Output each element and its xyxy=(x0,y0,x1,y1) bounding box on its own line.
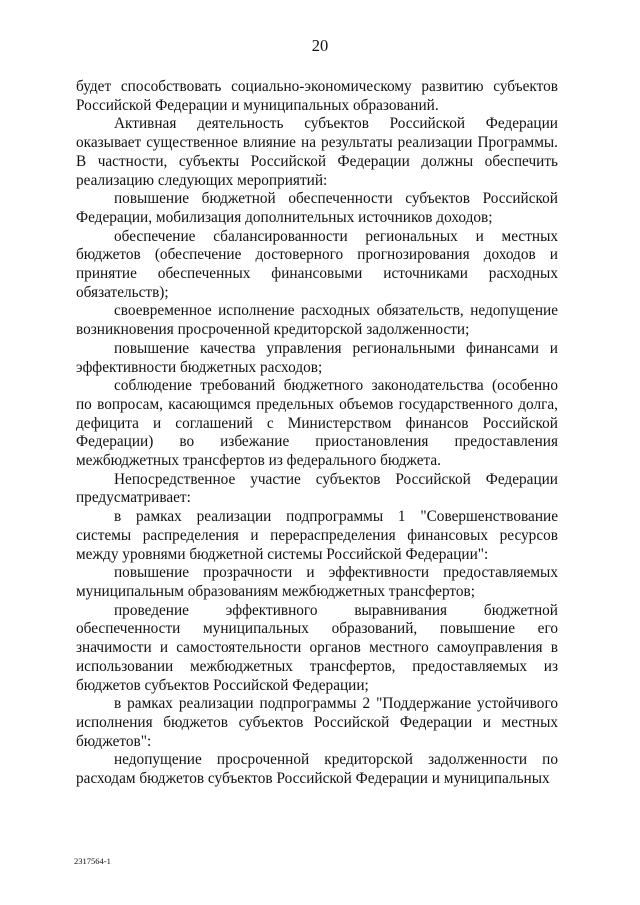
paragraph: повышение прозрачности и эффективности предоставляемых муниципальным образованиям межбюджетных трансфертов; xyxy=(76,564,558,600)
paragraph: в рамках реализации подпрограммы 2 "Поддержание устойчивого исполнения бюджетов субъектов Российской Федерации и местных бюджетов": xyxy=(76,695,558,750)
paragraph: повышение бюджетной обеспеченности субъектов Российской Федерации, мобилизация дополнительных источников доходов; xyxy=(76,190,558,226)
document-body xyxy=(76,78,558,789)
paragraph: будет способствовать социально-экономическому развитию субъектов Российской Федерации и муниципальных образований. xyxy=(76,78,558,114)
paragraph: недопущение просроченной кредиторской задолженности по расходам бюджетов субъектов Российской Федерации и муниципальных xyxy=(76,751,558,788)
paragraph: в рамках реализации подпрограммы 1 "Совершенствование системы распределения и перераспределения финансовых ресурсов между уровнями бюджетной системы Российской Федерации": xyxy=(76,508,558,563)
document-code: 2317564-1 xyxy=(74,856,111,866)
paragraph: повышение качества управления региональными финансами и эффективности бюджетных расходов; xyxy=(76,339,558,376)
paragraph: соблюдение требований бюджетного законодательства (особенно по вопросам, касающимся предельных объемов государственного долга, дефицита и соглашений с Министерством финансов Российской Федерации) во избежание приостановления предоставления межбюджетных трансфертов из федерального бюджета. xyxy=(76,377,558,470)
paragraph: своевременное исполнение расходных обязательств, недопущение возникновения просроченной кредиторской задолженности; xyxy=(76,302,558,339)
page-number: 20 xyxy=(311,36,329,55)
paragraph: обеспечение сбалансированности региональных и местных бюджетов (обеспечение достоверного прогнозирования доходов и принятие обеспеченных финансовыми источниками расходных обязательств); xyxy=(76,227,558,301)
paragraph: проведение эффективного выравнивания бюджетной обеспеченности муниципальных образований, повышение его значимости и самостоятельности органов местного самоуправления в использовании межбюджетных трансфертов, предоставляемых из бюджетов субъектов Российской Федерации; xyxy=(76,601,558,694)
paragraph: Активная деятельность субъектов Российской Федерации оказывает существенное влияние на результаты реализации Программы. В частности, субъекты Российской Федерации должны обеспечить реализацию следующих мероприятий: xyxy=(76,115,558,189)
paragraph: Непосредственное участие субъектов Российской Федерации предусматривает: xyxy=(76,470,558,507)
